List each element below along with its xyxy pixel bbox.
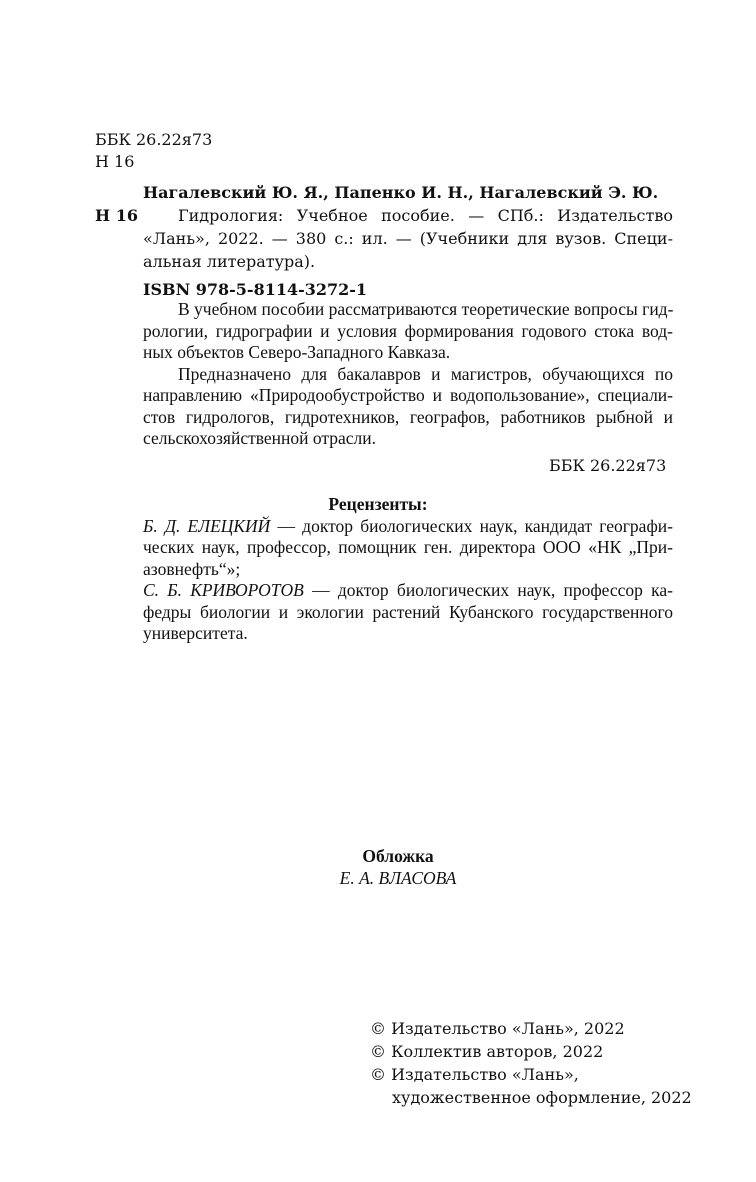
reviewer-1-line-2: ческих наук, профессор, помощник ген. директора ООО «НК „При- [143, 537, 673, 557]
abstract-p1-line-3: ных объектов Северо-Западного Кавказа. [143, 342, 451, 362]
cover-author: Е. А. ВЛАСОВА [339, 868, 457, 888]
reviewer-2-line-2: федры биологии и экологии растений Кубанского государственного [143, 602, 673, 622]
bib-line-2: «Лань», 2022. — 380 с.: ил. — (Учебники для вузов. Специ- [143, 229, 673, 248]
reviewer-1-line-3: азовнефть“»; [143, 559, 241, 579]
copyright-2: © Коллектив авторов, 2022 [370, 1042, 604, 1061]
reviewers-title: Рецензенты: [328, 494, 428, 514]
reviewer-1-desc: — доктор биологических наук, кандидат географи- [270, 516, 673, 536]
bib-line-3: альная литература). [143, 252, 316, 271]
abstract-p2-line-1: Предназначено для бакалавров и магистров, обучающихся по [178, 364, 673, 384]
reviewer-2-line-1 [143, 580, 673, 602]
author-sign: Н 16 [95, 206, 138, 225]
abstract-p2-line-3: стов гидрологов, гидротехников, географов, работников рыбной и [143, 407, 673, 427]
isbn: ISBN 978-5-8114-3272-1 [143, 280, 368, 299]
abstract-p1-line-2: рологии, гидрографии и условия формирования годового стока вод- [143, 321, 673, 341]
bib-line-1: Гидрология: Учебное пособие. — СПб.: Издательство [178, 206, 673, 225]
reviewer-1-line-1 [143, 516, 673, 538]
abstract-p2-line-2: направлению «Природообустройство и водопользование», специали- [143, 385, 673, 405]
reviewer-1-name: Б. Д. ЕЛЕЦКИЙ [143, 516, 271, 536]
reviewer-2-name: С. Б. КРИВОРОТОВ [143, 580, 304, 600]
abstract-p1-line-1: В учебном пособии рассматриваются теоретические вопросы гид- [178, 299, 674, 319]
copyright-3: © Издательство «Лань», [370, 1065, 579, 1084]
cover-title: Обложка [362, 846, 434, 866]
bbk-code-right: ББК 26.22я73 [549, 456, 667, 475]
author-sign-top: Н 16 [95, 152, 135, 171]
copyright-1: © Издательство «Лань», 2022 [370, 1019, 625, 1038]
reviewer-2-line-3: университета. [143, 623, 248, 643]
reviewer-2-desc: — доктор биологических наук, профессор ка- [303, 580, 673, 600]
bbk-code-top: ББК 26.22я73 [95, 130, 213, 149]
copyright-3-cont: художественное оформление, 2022 [392, 1088, 692, 1107]
authors-line: Нагалевский Ю. Я., Папенко И. Н., Нагалевский Э. Ю. [143, 183, 659, 202]
abstract-p2-line-4: сельскохозяйственной отрасли. [143, 428, 377, 448]
